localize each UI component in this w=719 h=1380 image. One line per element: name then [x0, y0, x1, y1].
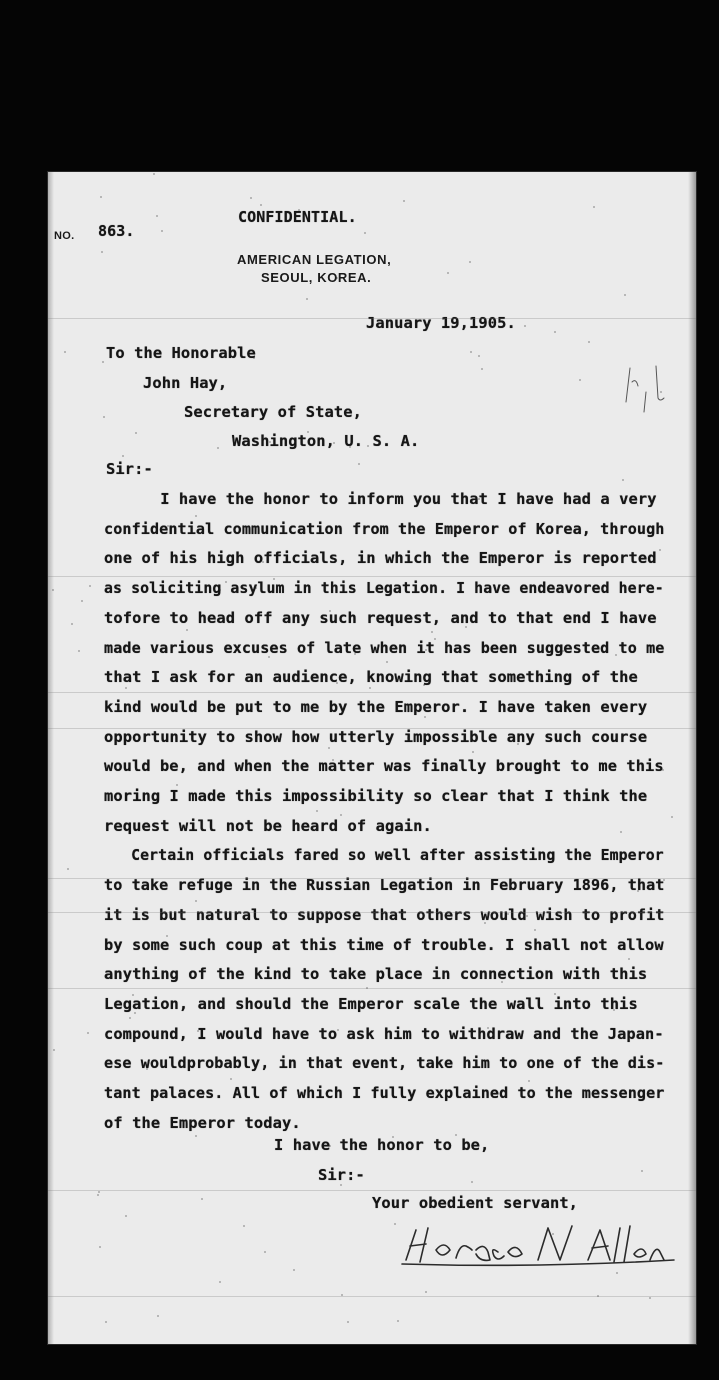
paper-speck: [397, 1320, 399, 1322]
letterhead-city: SEOUL, KOREA.: [261, 270, 372, 285]
body-line: ese wouldprobably, in that event, take him to one of the dis-: [104, 1054, 665, 1072]
paper-speck: [333, 442, 335, 444]
body-line: would be, and when the matter was finally brought to me this: [104, 757, 664, 775]
paper-speck: [487, 1027, 489, 1029]
paper-speck: [166, 935, 168, 937]
paper-speck: [649, 1297, 651, 1299]
paper-speck: [255, 587, 257, 589]
paper-speck: [671, 816, 673, 818]
paper-speck: [99, 1246, 101, 1248]
paper-speck: [615, 654, 617, 656]
paper-speck: [81, 600, 83, 602]
address-line-place: Washington, U. S. A.: [232, 432, 420, 450]
paper-speck: [336, 277, 338, 279]
paper-ruled-line: [48, 988, 696, 989]
paper-speck: [157, 1315, 159, 1317]
paper-speck: [100, 196, 102, 198]
paper-speck: [250, 197, 252, 199]
paper-speck: [195, 1135, 197, 1137]
body-line: confidential communication from the Emperor of Korea, through: [104, 520, 665, 538]
paper-speck: [201, 1198, 203, 1200]
paper-speck: [341, 1294, 343, 1296]
paper-ruled-line: [48, 576, 696, 577]
margin-annotation-mark: [622, 362, 672, 422]
body-line: kind would be put to me by the Emperor. I have taken every: [104, 698, 648, 716]
body-line: Legation, and should the Emperor scale the wall into this: [104, 995, 638, 1013]
confidential-heading: CONFIDENTIAL.: [238, 208, 357, 226]
body-line: of the Emperor today.: [104, 1114, 301, 1132]
paper-speck: [354, 653, 356, 655]
address-line-honorific: To the Honorable: [106, 344, 256, 362]
paper-speck: [579, 379, 581, 381]
paper-speck: [597, 1295, 599, 1297]
paper-speck: [423, 684, 425, 686]
paper-speck: [316, 810, 318, 812]
paper-speck: [67, 868, 69, 870]
paper-speck: [455, 1134, 457, 1136]
paper-speck: [478, 355, 480, 357]
paper-speck: [227, 738, 229, 740]
paper-speck: [517, 743, 519, 745]
paper-speck: [528, 1080, 530, 1082]
body-line: that I ask for an audience, knowing that something of the: [104, 668, 638, 686]
paper-speck: [340, 1184, 342, 1186]
paper-speck: [588, 341, 590, 343]
paper-speck: [637, 890, 639, 892]
paper-speck: [364, 232, 366, 234]
paper-speck: [134, 1012, 136, 1014]
body-line: by some such coup at this time of trouble. I shall not allow: [104, 936, 664, 954]
paper-speck: [641, 1170, 643, 1172]
paper-speck: [328, 747, 330, 749]
body-line: I have the honor to inform you that I have had a very: [104, 490, 657, 508]
paper-speck: [146, 1068, 148, 1070]
paper-speck: [153, 173, 155, 175]
paper-speck: [230, 1078, 232, 1080]
paper-speck: [306, 298, 308, 300]
closing-line: I have the honor to be,: [274, 1136, 490, 1154]
paper-speck: [225, 851, 227, 853]
paper-speck: [465, 626, 467, 628]
paper-speck: [347, 1321, 349, 1323]
paper-speck: [425, 649, 427, 651]
body-line: moring I made this impossibility so clear that I think the: [104, 787, 648, 805]
paper-speck: [269, 441, 271, 443]
paper-speck: [102, 361, 104, 363]
paper-speck: [53, 1049, 55, 1051]
paper-speck: [329, 1145, 331, 1147]
body-line: to take refuge in the Russian Legation in February 1896, that: [104, 876, 665, 894]
paper-speck: [534, 929, 536, 931]
body-line: tofore to head off any such request, and to that end I have: [104, 609, 657, 627]
paper-speck: [349, 446, 351, 448]
paper-speck: [660, 391, 662, 393]
paper-speck: [330, 260, 332, 262]
paper-speck: [613, 1009, 615, 1011]
paper-speck: [386, 661, 388, 663]
paper-speck: [132, 994, 134, 996]
paper-speck: [268, 656, 270, 658]
paper-speck: [264, 1251, 266, 1253]
paper-speck: [273, 578, 275, 580]
paper-speck: [424, 716, 426, 718]
body-line: request will not be heard of again.: [104, 817, 432, 835]
paper-speck: [469, 261, 471, 263]
paper-speck: [64, 351, 66, 353]
paper-speck: [425, 1291, 427, 1293]
letter-date: January 19,1905.: [366, 314, 516, 332]
address-line-title: Secretary of State,: [184, 403, 362, 421]
paper-speck: [554, 331, 556, 333]
salutation: Sir:-: [106, 460, 153, 478]
paper-speck: [526, 915, 528, 917]
paper-speck: [87, 1032, 89, 1034]
paper-speck: [659, 549, 661, 551]
paper-speck: [298, 209, 300, 211]
paper-ruled-line: [48, 1190, 696, 1191]
paper-speck: [103, 416, 105, 418]
paper-speck: [434, 638, 436, 640]
paper-speck: [260, 204, 262, 206]
paper-speck: [507, 913, 509, 915]
paper-speck: [501, 981, 503, 983]
paper-speck: [98, 1191, 100, 1193]
paper-speck: [620, 831, 622, 833]
paper-speck: [336, 682, 338, 684]
paper-speck: [161, 230, 163, 232]
paper-speck: [219, 589, 221, 591]
letterhead-legation: AMERICAN LEGATION,: [237, 252, 392, 267]
paper-speck: [129, 1017, 131, 1019]
body-line: one of his high officials, in which the Emperor is reported: [104, 549, 657, 567]
paper-speck: [217, 447, 219, 449]
paper-speck: [71, 623, 73, 625]
address-line-name: John Hay,: [143, 374, 228, 392]
body-line: it is but natural to suppose that others would wish to profit: [104, 906, 665, 924]
paper-speck: [307, 431, 309, 433]
paper-speck: [392, 496, 394, 498]
paper-speck: [398, 555, 400, 557]
paper-speck: [221, 1061, 223, 1063]
body-line: opportunity to show how utterly impossible any such course: [104, 728, 648, 746]
paper-speck: [332, 759, 334, 761]
handwritten-signature: [398, 1220, 678, 1268]
paper-speck: [471, 1181, 473, 1183]
letter-page: [48, 172, 696, 1344]
paper-ruled-line: [48, 728, 696, 729]
paper-speck: [431, 631, 433, 633]
paper-speck: [369, 687, 371, 689]
page-edge-shadow-right: [688, 172, 696, 1344]
paper-speck: [340, 814, 342, 816]
paper-speck: [156, 215, 158, 217]
paper-speck: [447, 272, 449, 274]
body-line: Certain officials fared so well after assisting the Emperor: [104, 846, 664, 864]
body-line: anything of the kind to take place in connection with this: [104, 965, 648, 983]
paper-speck: [367, 445, 369, 447]
paper-speck: [392, 1136, 394, 1138]
paper-speck: [167, 525, 169, 527]
paper-speck: [186, 629, 188, 631]
paper-ruled-line: [48, 692, 696, 693]
closing-valediction: Your obedient servant,: [372, 1194, 579, 1212]
paper-ruled-line: [48, 318, 696, 319]
body-line: compound, I would have to ask him to withdraw and the Japan-: [104, 1025, 664, 1043]
paper-speck: [329, 610, 331, 612]
paper-speck: [470, 351, 472, 353]
paper-speck: [337, 1029, 339, 1031]
page-edge-shadow-left: [48, 172, 54, 1344]
paper-speck: [407, 737, 409, 739]
paper-speck: [472, 751, 474, 753]
paper-speck: [481, 368, 483, 370]
paper-speck: [176, 784, 178, 786]
paper-speck: [89, 585, 91, 587]
paper-speck: [358, 463, 360, 465]
paper-speck: [554, 993, 556, 995]
paper-speck: [478, 498, 480, 500]
closing-salutation: Sir:-: [318, 1166, 365, 1184]
paper-speck: [197, 1030, 199, 1032]
paper-speck: [562, 650, 564, 652]
paper-speck: [262, 561, 264, 563]
paper-speck: [97, 1194, 99, 1196]
paper-speck: [403, 200, 405, 202]
paper-speck: [78, 650, 80, 652]
paper-speck: [52, 589, 54, 591]
paper-speck: [394, 1223, 396, 1225]
body-line: made various excuses of late when it has been suggested to me: [104, 639, 665, 657]
paper-speck: [663, 879, 665, 881]
paper-ruled-line: [48, 912, 696, 913]
paper-speck: [616, 1272, 618, 1274]
paper-speck: [135, 432, 137, 434]
document-number: 863.: [98, 222, 135, 240]
paper-speck: [484, 922, 486, 924]
paper-speck: [105, 1321, 107, 1323]
paper-speck: [362, 823, 364, 825]
paper-speck: [128, 1092, 130, 1094]
paper-speck: [593, 206, 595, 208]
paper-speck: [219, 1281, 221, 1283]
body-line: as soliciting asylum in this Legation. I have endeavored here-: [104, 579, 664, 597]
paper-ruled-line: [48, 878, 696, 879]
paper-speck: [225, 581, 227, 583]
paper-speck: [293, 1269, 295, 1271]
paper-speck: [195, 900, 197, 902]
paper-speck: [524, 325, 526, 327]
paper-speck: [101, 251, 103, 253]
paper-speck: [253, 357, 255, 359]
number-label: NO.: [54, 230, 75, 242]
paper-speck: [366, 987, 368, 989]
paper-speck: [662, 769, 664, 771]
paper-speck: [305, 764, 307, 766]
paper-speck: [122, 455, 124, 457]
paper-speck: [622, 479, 624, 481]
paper-speck: [552, 1233, 554, 1235]
body-line: tant palaces. All of which I fully explained to the messenger: [104, 1084, 665, 1102]
paper-speck: [125, 1215, 127, 1217]
paper-speck: [125, 687, 127, 689]
paper-speck: [195, 515, 197, 517]
paper-speck: [624, 294, 626, 296]
paper-speck: [628, 958, 630, 960]
paper-speck: [243, 1225, 245, 1227]
